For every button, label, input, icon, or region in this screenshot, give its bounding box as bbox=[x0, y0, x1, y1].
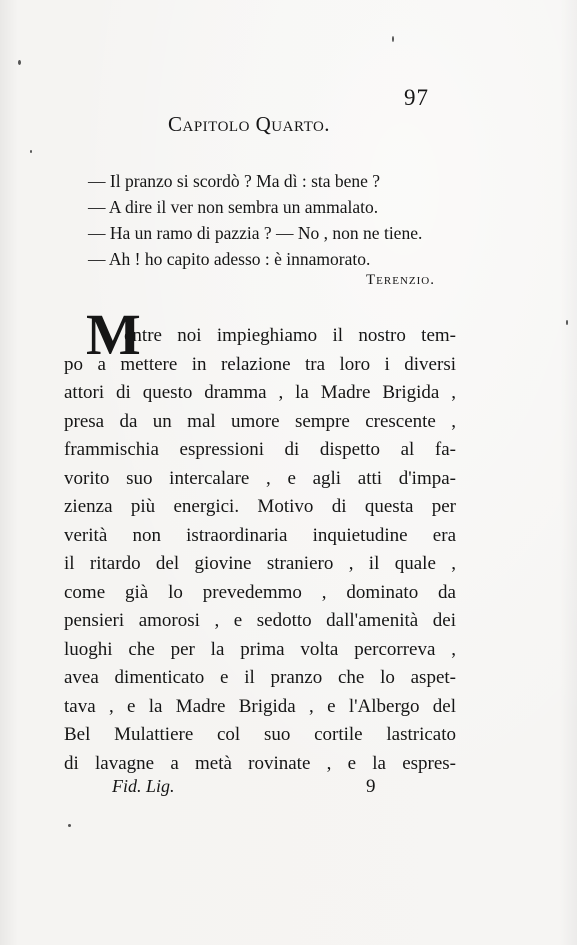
epigraph-line: — Il pranzo si scordò ? Ma dì : sta bene ? bbox=[88, 171, 381, 191]
drop-cap-letter: M bbox=[86, 302, 141, 367]
body-line: frammischia espressioni di dispetto al fa- bbox=[64, 439, 456, 460]
paper-speck bbox=[68, 824, 71, 827]
epigraph bbox=[88, 168, 458, 272]
body-line: luoghi che per la prima volta percorreva , bbox=[64, 638, 456, 660]
body-line: il ritardo del giovine straniero , il quale , bbox=[64, 553, 456, 574]
paper-speck bbox=[18, 60, 21, 65]
body-line: come già lo prevedemmo , dominato da bbox=[64, 581, 456, 603]
body-line: verità non istraordinaria inquietudine era bbox=[64, 524, 456, 546]
body-line: entre noi impieghiamo il nostro tem- bbox=[124, 325, 456, 346]
body-line: zienza più energici. Motivo di questa per bbox=[64, 496, 456, 517]
body-line: presa da un mal umore sempre crescente , bbox=[64, 410, 456, 432]
body-line: pensieri amorosi , e sedotto dall'amenità dei bbox=[64, 610, 456, 631]
paper-speck bbox=[392, 36, 394, 42]
body-line: po a mettere in relazione tra loro i diversi bbox=[64, 353, 456, 375]
chapter-title: Capitolo Quarto. bbox=[168, 112, 331, 136]
signature-number: 9 bbox=[366, 776, 376, 797]
paper-speck bbox=[30, 150, 32, 153]
body-line: di lavagne a metà rovinate , e la espres- bbox=[64, 752, 456, 774]
body-line: avea dimenticato e il pranzo che lo aspet- bbox=[64, 667, 456, 688]
signature-mark: Fid. Lig. bbox=[112, 776, 175, 796]
body-line: attori di questo dramma , la Madre Brigida , bbox=[64, 382, 456, 403]
epigraph-attribution: Terenzio. bbox=[366, 272, 435, 288]
paper-speck bbox=[566, 320, 568, 325]
body-line: Bel Mulattiere col suo cortile lastricato bbox=[64, 724, 456, 745]
page-number: 97 bbox=[404, 85, 429, 110]
body-line: tava , e la Madre Brigida , e l'Albergo del bbox=[64, 695, 456, 717]
epigraph-line: — A dire il ver non sembra un ammalato. bbox=[88, 197, 379, 217]
epigraph-line: — Ah ! ho capito adesso : è innamorato. bbox=[88, 249, 371, 269]
body-text bbox=[64, 322, 456, 778]
epigraph-line: — Ha un ramo di pazzia ? — No , non ne tiene. bbox=[88, 223, 423, 243]
body-line: vorito suo intercalare , e agli atti d'impa- bbox=[64, 467, 456, 489]
